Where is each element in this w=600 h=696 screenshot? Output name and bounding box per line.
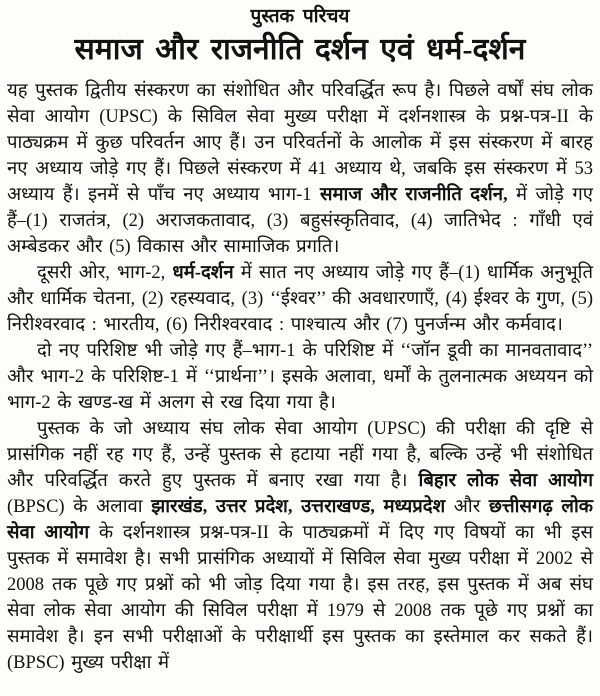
bold-text-segment: बिहार लोक सेवा आयोग <box>418 471 593 491</box>
paragraph <box>7 416 593 676</box>
paragraph <box>7 260 593 338</box>
paragraph <box>7 338 593 416</box>
text-segment: यह पुस्तक द्वितीय संस्करण का संशोधित और परिवर्द्धित रूप है। पिछले वर्षों संघ लोक सेवा आयोग (UPSC) के सिविल सेवा मुख्य परीक्षा में दर्शनशास्त्र के प्रश्न-पत्र-II के पाठ्यक्रम में कुछ परिवर्तन आए हैं। उन परिवर्तनों के आलोक में इस संस्करण में बारह नए अध्याय जोड़े गए हैं। पिछले संस्करण में 41 अध्याय थे, जबकि इस संस्करण में 53 अध्याय हैं। इनमें से पाँच नए अध्याय भाग-1 <box>7 81 593 205</box>
paragraph <box>7 78 593 260</box>
text-segment: में सात नए अध्याय जोड़े गए हैं–(1) धार्मिक अनुभूति और धार्मिक चेतना, (2) रहस्यवाद, (3) ‘‘ईश्वर’’ की अवधारणाएँ, (4) ईश्वर के गुण, (5) निरीश्वरवाद : भारतीय, (6) निरीश्वरवाद : पाश्चात्य और (7) पुनर्जन्म और कर्मवाद। <box>7 263 593 335</box>
text-segment: दो नए परिशिष्ट भी जोड़े गए हैं–भाग-1 के परिशिष्ट में ‘‘जॉन डूवी का मानवतावाद’’ और भाग-2 के परिशिष्ट-1 में ‘‘प्रार्थना’’। इसके अलावा, धर्मों के तुलनात्मक अध्ययन को भाग-2 के खण्ड-ख में अलग से रख दिया गया है। <box>7 341 593 413</box>
kicker-heading: पुस्तक परिचय <box>250 6 350 27</box>
text-segment: दूसरी ओर, भाग-2, <box>37 263 173 283</box>
body-paragraphs <box>7 78 593 676</box>
text-segment: और <box>445 497 489 517</box>
text-segment: के दर्शनशास्त्र प्रश्न-पत्र-II के पाठ्यक्रमों में दिए गए विषयों का भी इस पुस्तक में समावेश है। सभी प्रासंगिक अध्यायों में सिविल सेवा मुख्य परीक्षा में 2002 से 2008 तक पूछे गए प्रश्नों को भी जोड़ दिया गया है। इस तरह, इस पुस्तक में अब संघ सेवा लोक सेवा आयोग की सिविल परीक्षा में 1979 से 2008 तक पूछे गए प्रश्नों का समावेश है। इन सभी परीक्षाओं के परीक्षार्थी इस पुस्तक का इस्तेमाल कर सकते हैं। (BPSC) मुख्य परीक्षा में <box>7 523 593 673</box>
page-title: समाज और राजनीति दर्शन एवं धर्म-दर्शन <box>74 33 526 66</box>
bold-text-segment: धर्म-दर्शन <box>172 263 234 283</box>
text-segment: पुस्तक के जो अध्याय संघ लोक सेवा आयोग (UPSC) की परीक्षा की दृष्टि से प्रासंगिक नहीं रह गए हैं, उन्हें पुस्तक से हटाया नहीं गया है, बल्कि उन्हें भी संशोधित और परिवर्द्धित करते हुए पुस्तक में बनाए रखा गया है। <box>7 419 593 491</box>
bold-text-segment: छत्तीसगढ़ लोक सेवा आयोग <box>7 497 593 543</box>
bold-text-segment: झारखंड, उत्तर प्रदेश, उत्तराखण्ड, मध्यप्रदेश <box>151 497 446 517</box>
text-segment: में जोड़े गए हैं–(1) राजतंत्र, (2) अराजकतावाद, (3) बहुसंस्कृतिवाद, (4) जातिभेद : गाँधी एवं अम्बेडकर और (5) विकास और सामाजिक प्रगति। <box>7 185 593 257</box>
text-segment: (BPSC) के अलावा <box>7 497 152 517</box>
bold-text-segment: समाज और राजनीति दर्शन, <box>319 185 508 205</box>
